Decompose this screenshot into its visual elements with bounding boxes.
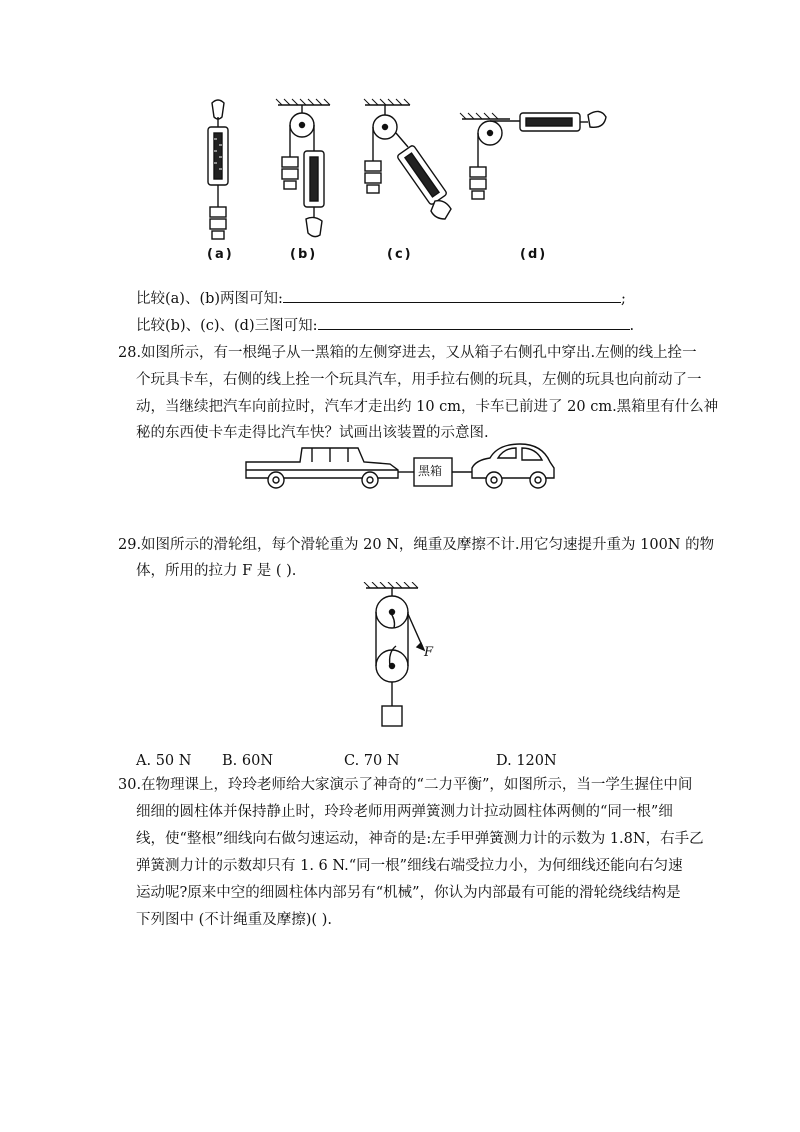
compare-line-1-prefix: 比较(a)、(b)两图可知: bbox=[136, 291, 283, 307]
option-a[interactable]: A. 50 N bbox=[136, 753, 192, 769]
compare-line-2-prefix: 比较(b)、(c)、(d)三图可知: bbox=[136, 318, 318, 334]
option-b[interactable]: B. 60N bbox=[222, 753, 274, 769]
q28-line-4: 秘的东西使卡车走得比汽车快？试画出该装置的示意图. bbox=[136, 425, 489, 441]
truck-blackbox-car-figure bbox=[240, 440, 560, 495]
q30-line-4: 弹簧测力计的示数却只有 1. 6 N.“同一根”细线右端受拉力小，为何细线还能向右匀速 bbox=[136, 858, 683, 874]
answer-blank-2[interactable] bbox=[318, 313, 630, 330]
q30-line-1: 30.在物理课上，玲玲老师给大家演示了神奇的“二力平衡”，如图所示，当一学生握住中间 bbox=[118, 777, 693, 793]
option-c[interactable]: C. 70 N bbox=[344, 753, 400, 769]
compare-line-1 bbox=[136, 286, 626, 313]
compare-line-1-end: ; bbox=[620, 291, 626, 307]
caption-d: (d) bbox=[520, 247, 548, 262]
force-f-label: F bbox=[424, 645, 434, 660]
caption-a: (a) bbox=[207, 247, 234, 262]
q29-line-1: 29.如图所示的滑轮组，每个滑轮重为 20 N，绳重及摩擦不计.用它匀速提升重为 100N 的物 bbox=[118, 537, 715, 553]
q30-line-6: 下列图中 (不计绳重及摩擦)( ). bbox=[136, 912, 332, 928]
q28-line-3: 动，当继续把汽车向前拉时，汽车才走出约 10 cm，卡车已前进了 20 cm.黑箱里有什么神 bbox=[136, 399, 719, 415]
compare-line-2 bbox=[136, 313, 634, 340]
q29-line-2: 体，所用的拉力 F 是 ( ). bbox=[136, 563, 297, 579]
q30-line-2: 细细的圆柱体并保持静止时，玲玲老师用两弹簧测力计拉动圆柱体两侧的“同一根”细 bbox=[136, 804, 673, 820]
q28-line-2: 个玩具卡车，右侧的线上拴一个玩具汽车，用手拉右侧的玩具，左侧的玩具也向前动了一 bbox=[136, 372, 702, 388]
q28-line-1: 28.如图所示，有一根绳子从一黑箱的左侧穿进去，又从箱子右侧孔中穿出.左侧的线上拴一 bbox=[118, 345, 697, 361]
compare-line-2-end: . bbox=[629, 318, 635, 334]
caption-b: (b) bbox=[290, 247, 318, 262]
black-box-label: 黑箱 bbox=[418, 464, 443, 478]
pulley-block-figure bbox=[360, 582, 450, 732]
hanging-weight bbox=[382, 706, 402, 726]
q30-line-5: 运动呢?原来中空的细圆柱体内部另有“机械”，你认为内部最有可能的滑轮绕线结构是 bbox=[136, 885, 681, 901]
caption-c: (c) bbox=[387, 247, 413, 262]
option-d[interactable]: D. 120N bbox=[496, 753, 557, 769]
spring-balance-figure bbox=[190, 95, 610, 270]
q30-line-3: 线，使“整根”细线向右做匀速运动，神奇的是:左手甲弹簧测力计的示数为 1.8N，右手乙 bbox=[136, 831, 704, 847]
answer-blank-1[interactable] bbox=[283, 286, 621, 303]
